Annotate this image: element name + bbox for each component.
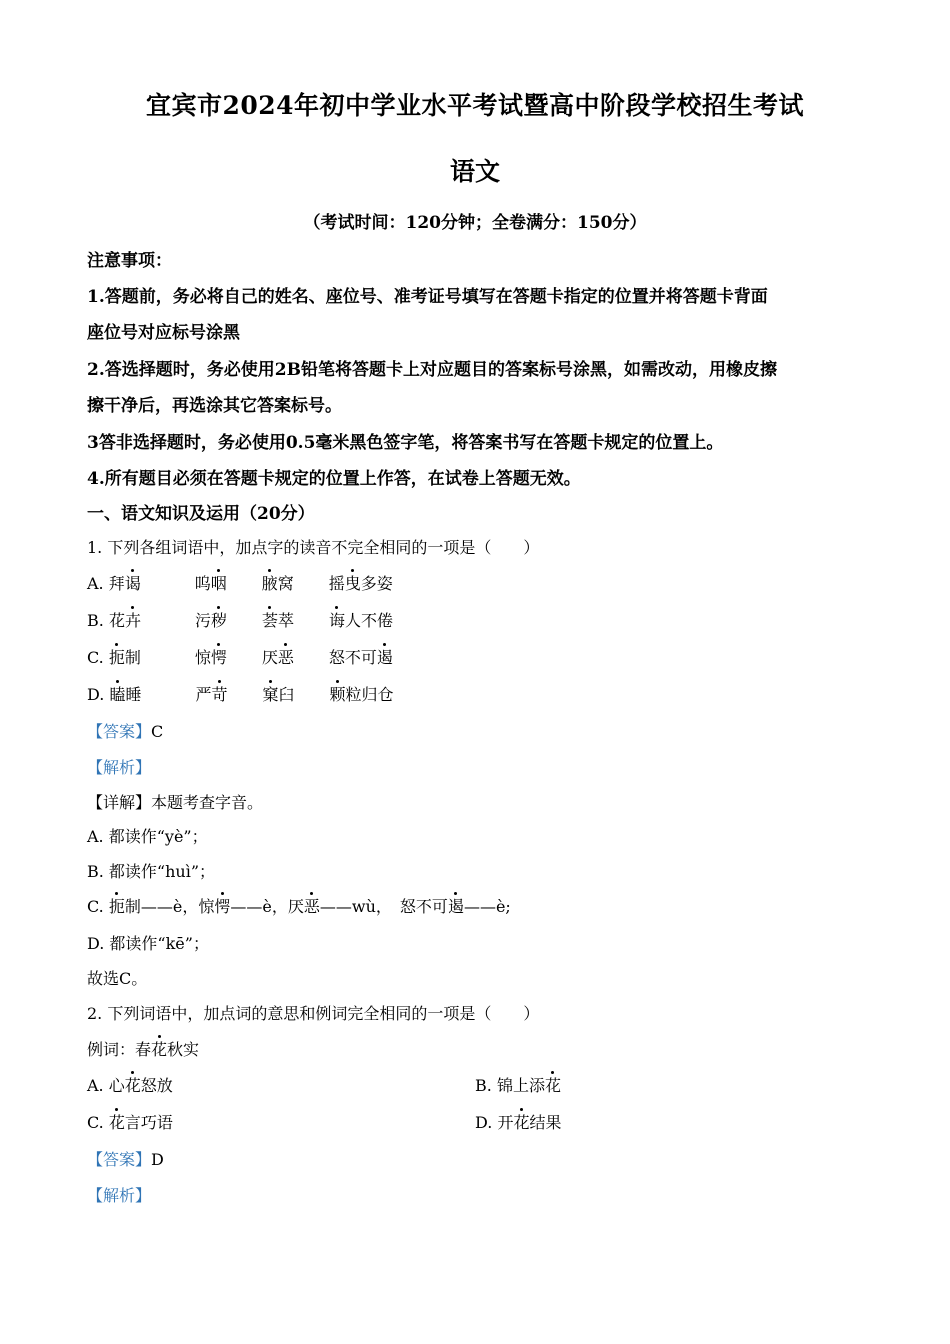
explanation-a: A. 都读作“yè”； (87, 827, 208, 846)
question-2-stem: 2. 下列词语中，加点词的意思和例词完全相同的一项是（ ） (87, 1004, 540, 1023)
notice-item-2-line-1: 2.答选择题时，务必使用2B铅笔将答题卡上对应题目的答案标号涂黑，如需改动，用橡皮擦 (87, 360, 777, 380)
option-label: B. (87, 611, 109, 630)
notice-item-2-line-2: 擦干净后，再选涂其它答案标号。 (87, 396, 342, 416)
option-word: 颗粒归仓 (329, 682, 393, 705)
option-word: 呜咽 (195, 571, 262, 594)
option-word: 严苛 (195, 682, 262, 705)
option-word: 窠臼 (262, 682, 329, 705)
option-word: 花卉 (109, 608, 195, 631)
question-2-answer (87, 1147, 164, 1170)
option-word: 拜谒 (109, 571, 195, 594)
option-label: A. (87, 574, 109, 593)
answer-value: D (151, 1150, 164, 1169)
option-label: C. (87, 648, 109, 667)
exam-info: （考试时间：120分钟；全卷满分：150分） (303, 213, 647, 233)
explanation-d: D. 都读作“kē”； (87, 934, 209, 953)
answer-tag: 【答案】 (87, 1150, 152, 1169)
question-1-option-d (87, 682, 393, 705)
option-word: 厌恶 (262, 645, 329, 668)
explanation-b: B. 都读作“huì”； (87, 862, 216, 881)
notice-item-3: 3答非选择题时，务必使用0.5毫米黑色签字笔，将答案书写在答题卡规定的位置上。 (87, 433, 724, 453)
option-word: 腋窝 (262, 571, 329, 594)
answer-tag: 【答案】 (87, 722, 152, 741)
question-2-example: 例词：春花秋实 (87, 1037, 199, 1060)
option-word: 摇曳多姿 (329, 571, 393, 594)
notice-item-1-line-1: 1.答题前，务必将自己的姓名、座位号、准考证号填写在答题卡指定的位置并将答题卡背面 (87, 287, 768, 307)
exam-title: 宜宾市2024年初中学业水平考试暨高中阶段学校招生考试 (145, 91, 805, 120)
question-1-option-a (87, 571, 393, 594)
subject-title: 语文 (449, 157, 500, 186)
question-1-option-b (87, 608, 393, 631)
conclusion: 故选C。 (87, 969, 148, 988)
option-label: D. (87, 685, 110, 704)
question-1-analysis-tag: 【解析】 (87, 758, 152, 777)
notice-item-1-line-2: 座位号对应标号涂黑 (87, 323, 240, 343)
option-word: 惊愕 (195, 645, 262, 668)
question-2-options-row-1 (87, 1073, 561, 1096)
question-1-stem: 1. 下列各组词语中，加点字的读音不完全相同的一项是（ ） (87, 538, 540, 557)
section-heading: 一、语文知识及运用（20分） (87, 504, 315, 524)
question-1-detail (87, 790, 263, 813)
option-word: 怒不可遏 (329, 645, 393, 668)
explanation-c: C. 扼制——è，惊愕——è，厌恶——wù， 怒不可遏——è; (87, 894, 511, 917)
detail-tag: 【详解】 (87, 793, 152, 812)
notice-item-4: 4.所有题目必须在答题卡规定的位置上作答，在试卷上答题无效。 (87, 469, 581, 489)
question-1-answer (87, 719, 163, 742)
question-2-option-a: A. 心花怒放 (87, 1073, 475, 1096)
detail-text: 本题考查字音。 (151, 793, 264, 812)
answer-value: C (151, 722, 164, 741)
question-2-option-c: C. 花言巧语 (87, 1110, 475, 1133)
option-word: 荟萃 (262, 608, 329, 631)
option-word: 扼制 (109, 645, 195, 668)
question-1-option-c (87, 645, 393, 668)
question-2-option-d: D. 开花结果 (475, 1113, 561, 1132)
question-2-option-b: B. 锦上添花 (475, 1076, 561, 1095)
question-2-options-row-2 (87, 1110, 561, 1133)
option-word: 诲人不倦 (329, 608, 393, 631)
option-word: 污秽 (195, 608, 262, 631)
notice-heading: 注意事项： (87, 251, 172, 271)
option-word: 瞌睡 (109, 682, 195, 705)
question-2-analysis-tag: 【解析】 (87, 1186, 152, 1205)
